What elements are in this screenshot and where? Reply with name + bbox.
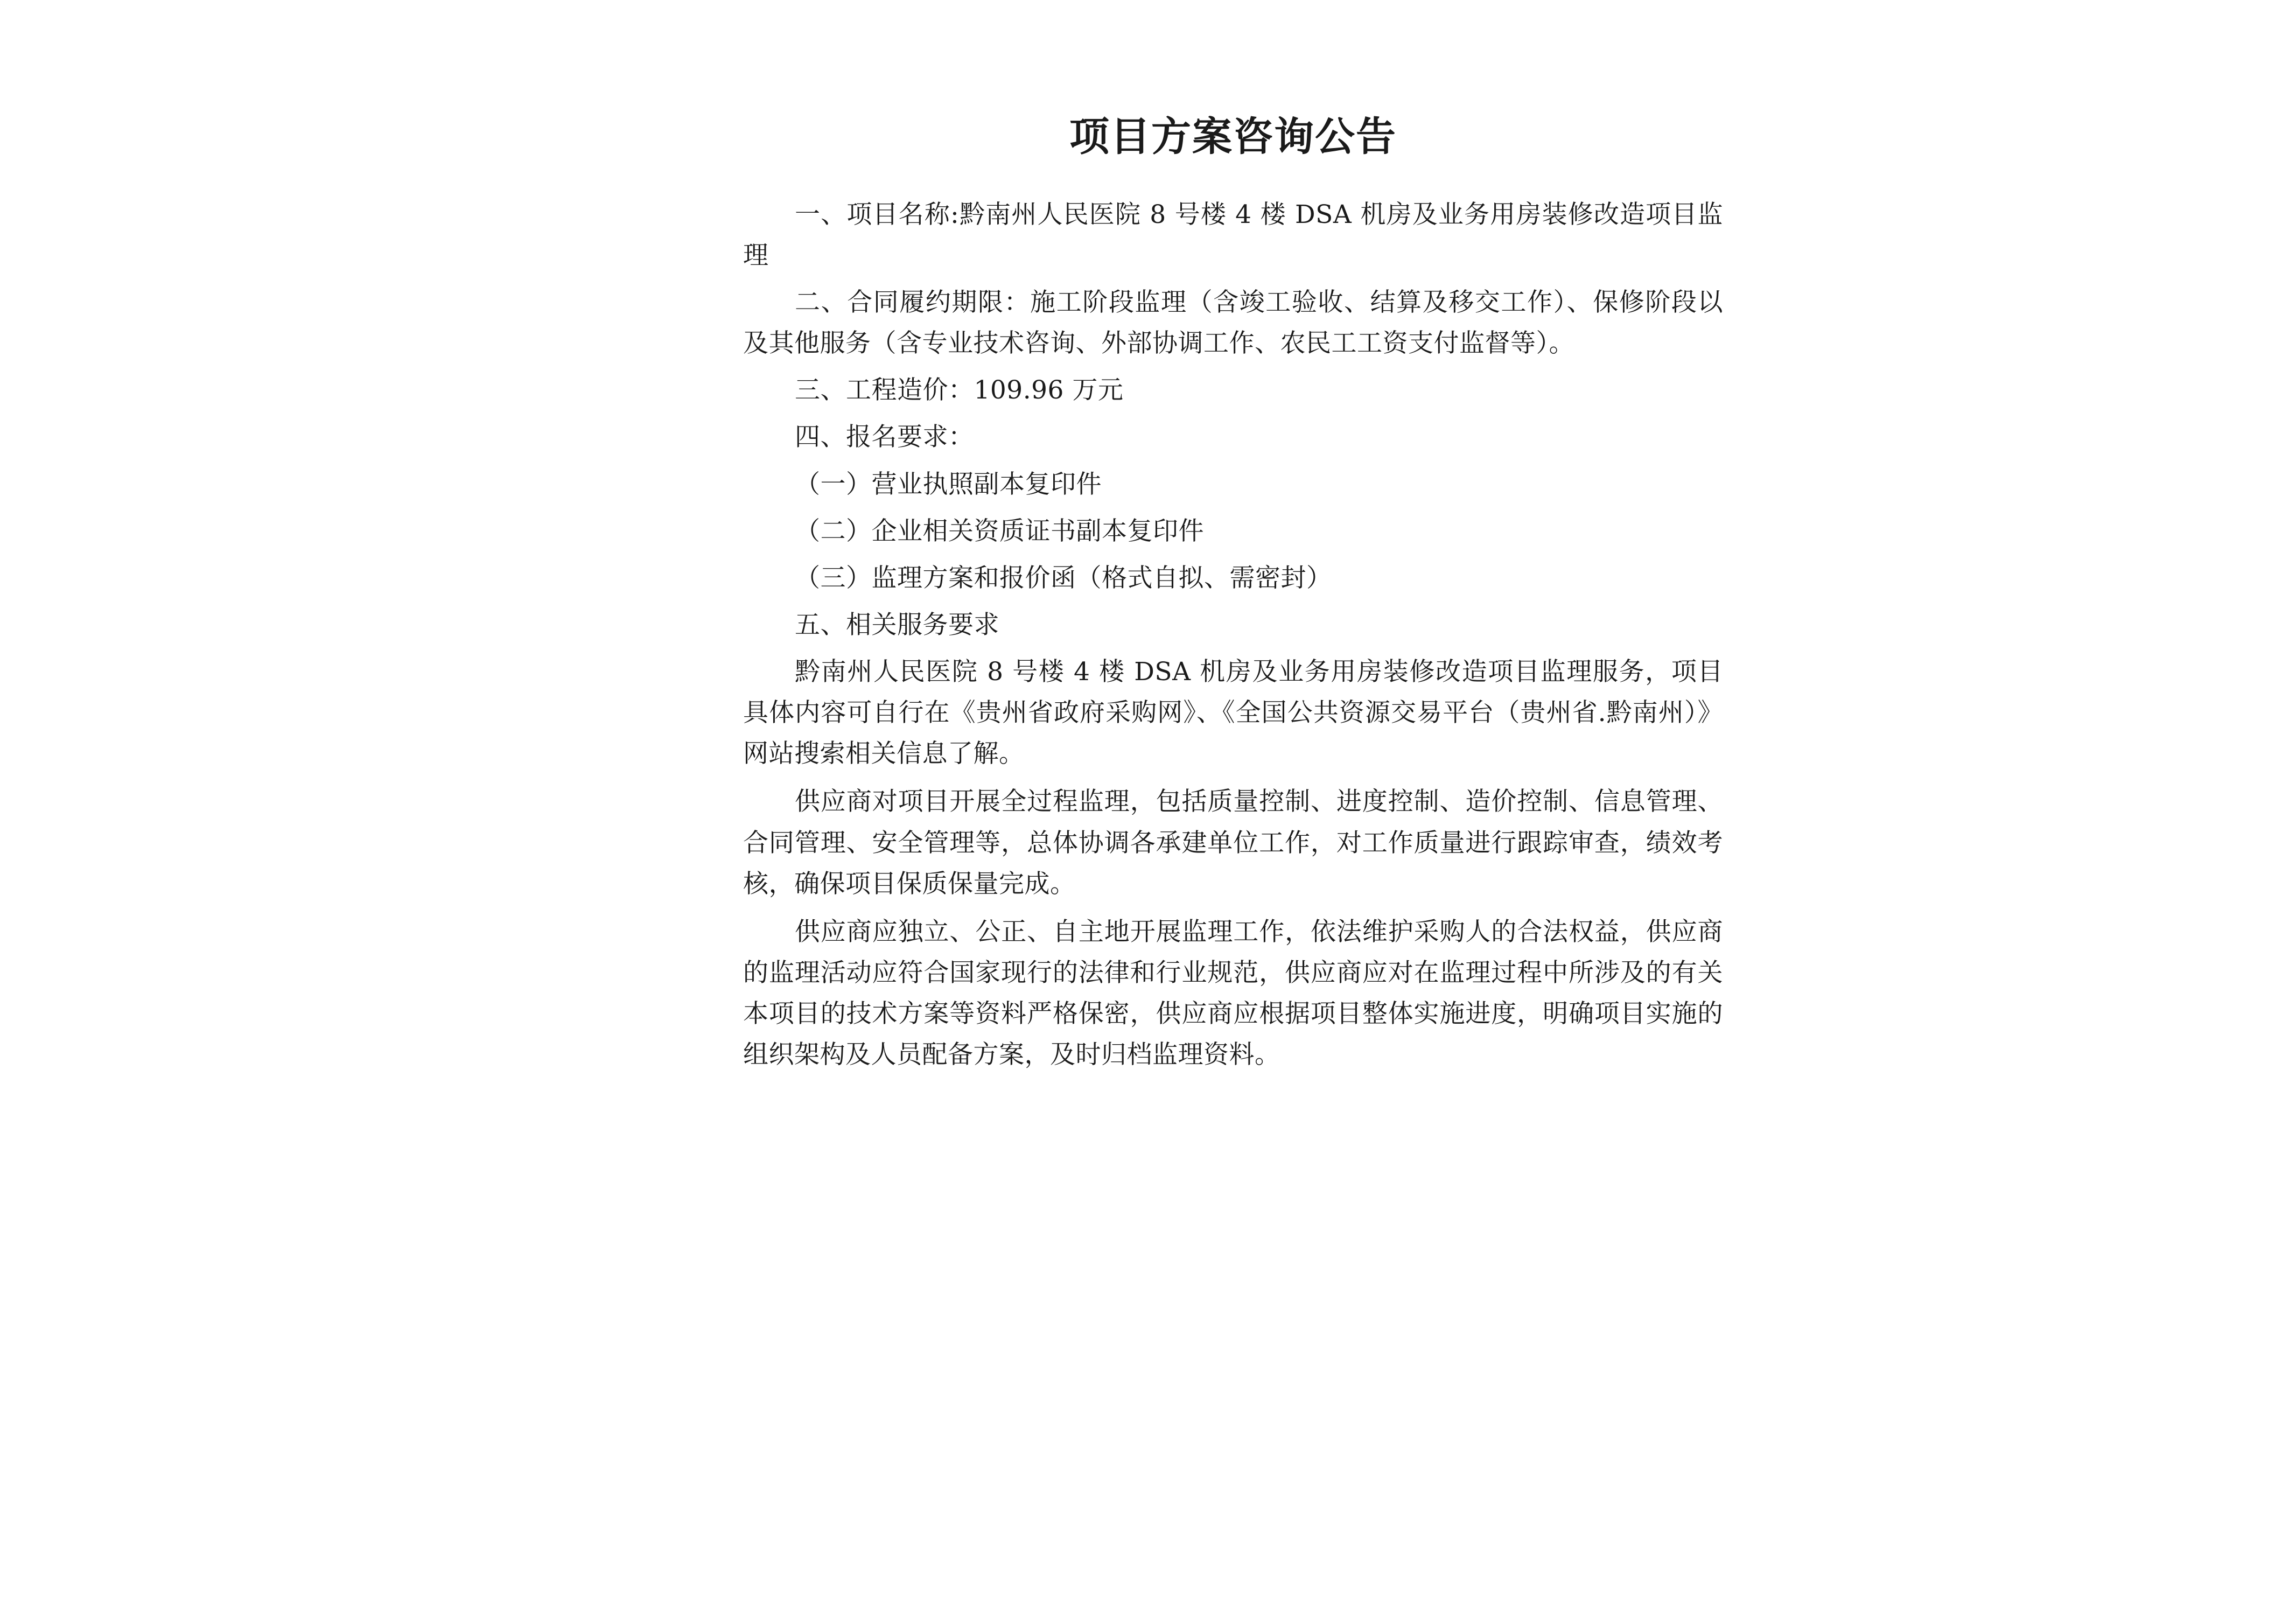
paragraph-service-scope: 黔南州人民医院 8 号楼 4 楼 DSA 机房及业务用房装修改造项目监理服务，项目具体内容可自行在《贵州省政府采购网》、《全国公共资源交易平台（贵州省.黔南州）》网站搜索相关信息了解。 [743,657,1724,769]
paragraph-requirement-3: （三）监理方案和报价函（格式自拟、需密封） [795,563,1332,593]
paragraph-requirement-2: （二）企业相关资质证书副本复印件 [795,516,1204,546]
document-body [743,113,1723,1082]
paragraph-application-requirements: 四、报名要求： [795,422,974,452]
paragraph-project-name: 一、项目名称:黔南州人民医院 8 号楼 4 楼 DSA 机房及业务用房装修改造项目监理 [743,199,1723,270]
page-title: 项目方案咨询公告 [1069,114,1397,160]
paragraph-supplier-obligations: 供应商应独立、公正、自主地开展监理工作，依法维护采购人的合法权益，供应商的监理活动应符合国家现行的法律和行业规范，供应商应对在监理过程中所涉及的有关本项目的技术方案等资料严格保密，供应商应根据项目整体实施进度，明确项目实施的组织架构及人员配备方案，及时归档监理资料。 [743,917,1723,1070]
paragraph-contract-term: 二、合同履约期限：施工阶段监理（含竣工验收、结算及移交工作）、保修阶段以及其他服务（含专业技术咨询、外部协调工作、农民工工资支付监督等）。 [743,288,1723,359]
paragraph-project-cost: 三、工程造价：109.96 万元 [795,375,1124,406]
paragraph-service-requirements-heading: 五、相关服务要求 [795,610,999,640]
paragraph-supervision-content: 供应商对项目开展全过程监理，包括质量控制、进度控制、造价控制、信息管理、合同管理、安全管理等，总体协调各承建单位工作，对工作质量进行跟踪审查，绩效考核，确保项目保质保量完成。 [743,787,1723,899]
paragraph-requirement-1: （一）营业执照副本复印件 [795,469,1102,499]
